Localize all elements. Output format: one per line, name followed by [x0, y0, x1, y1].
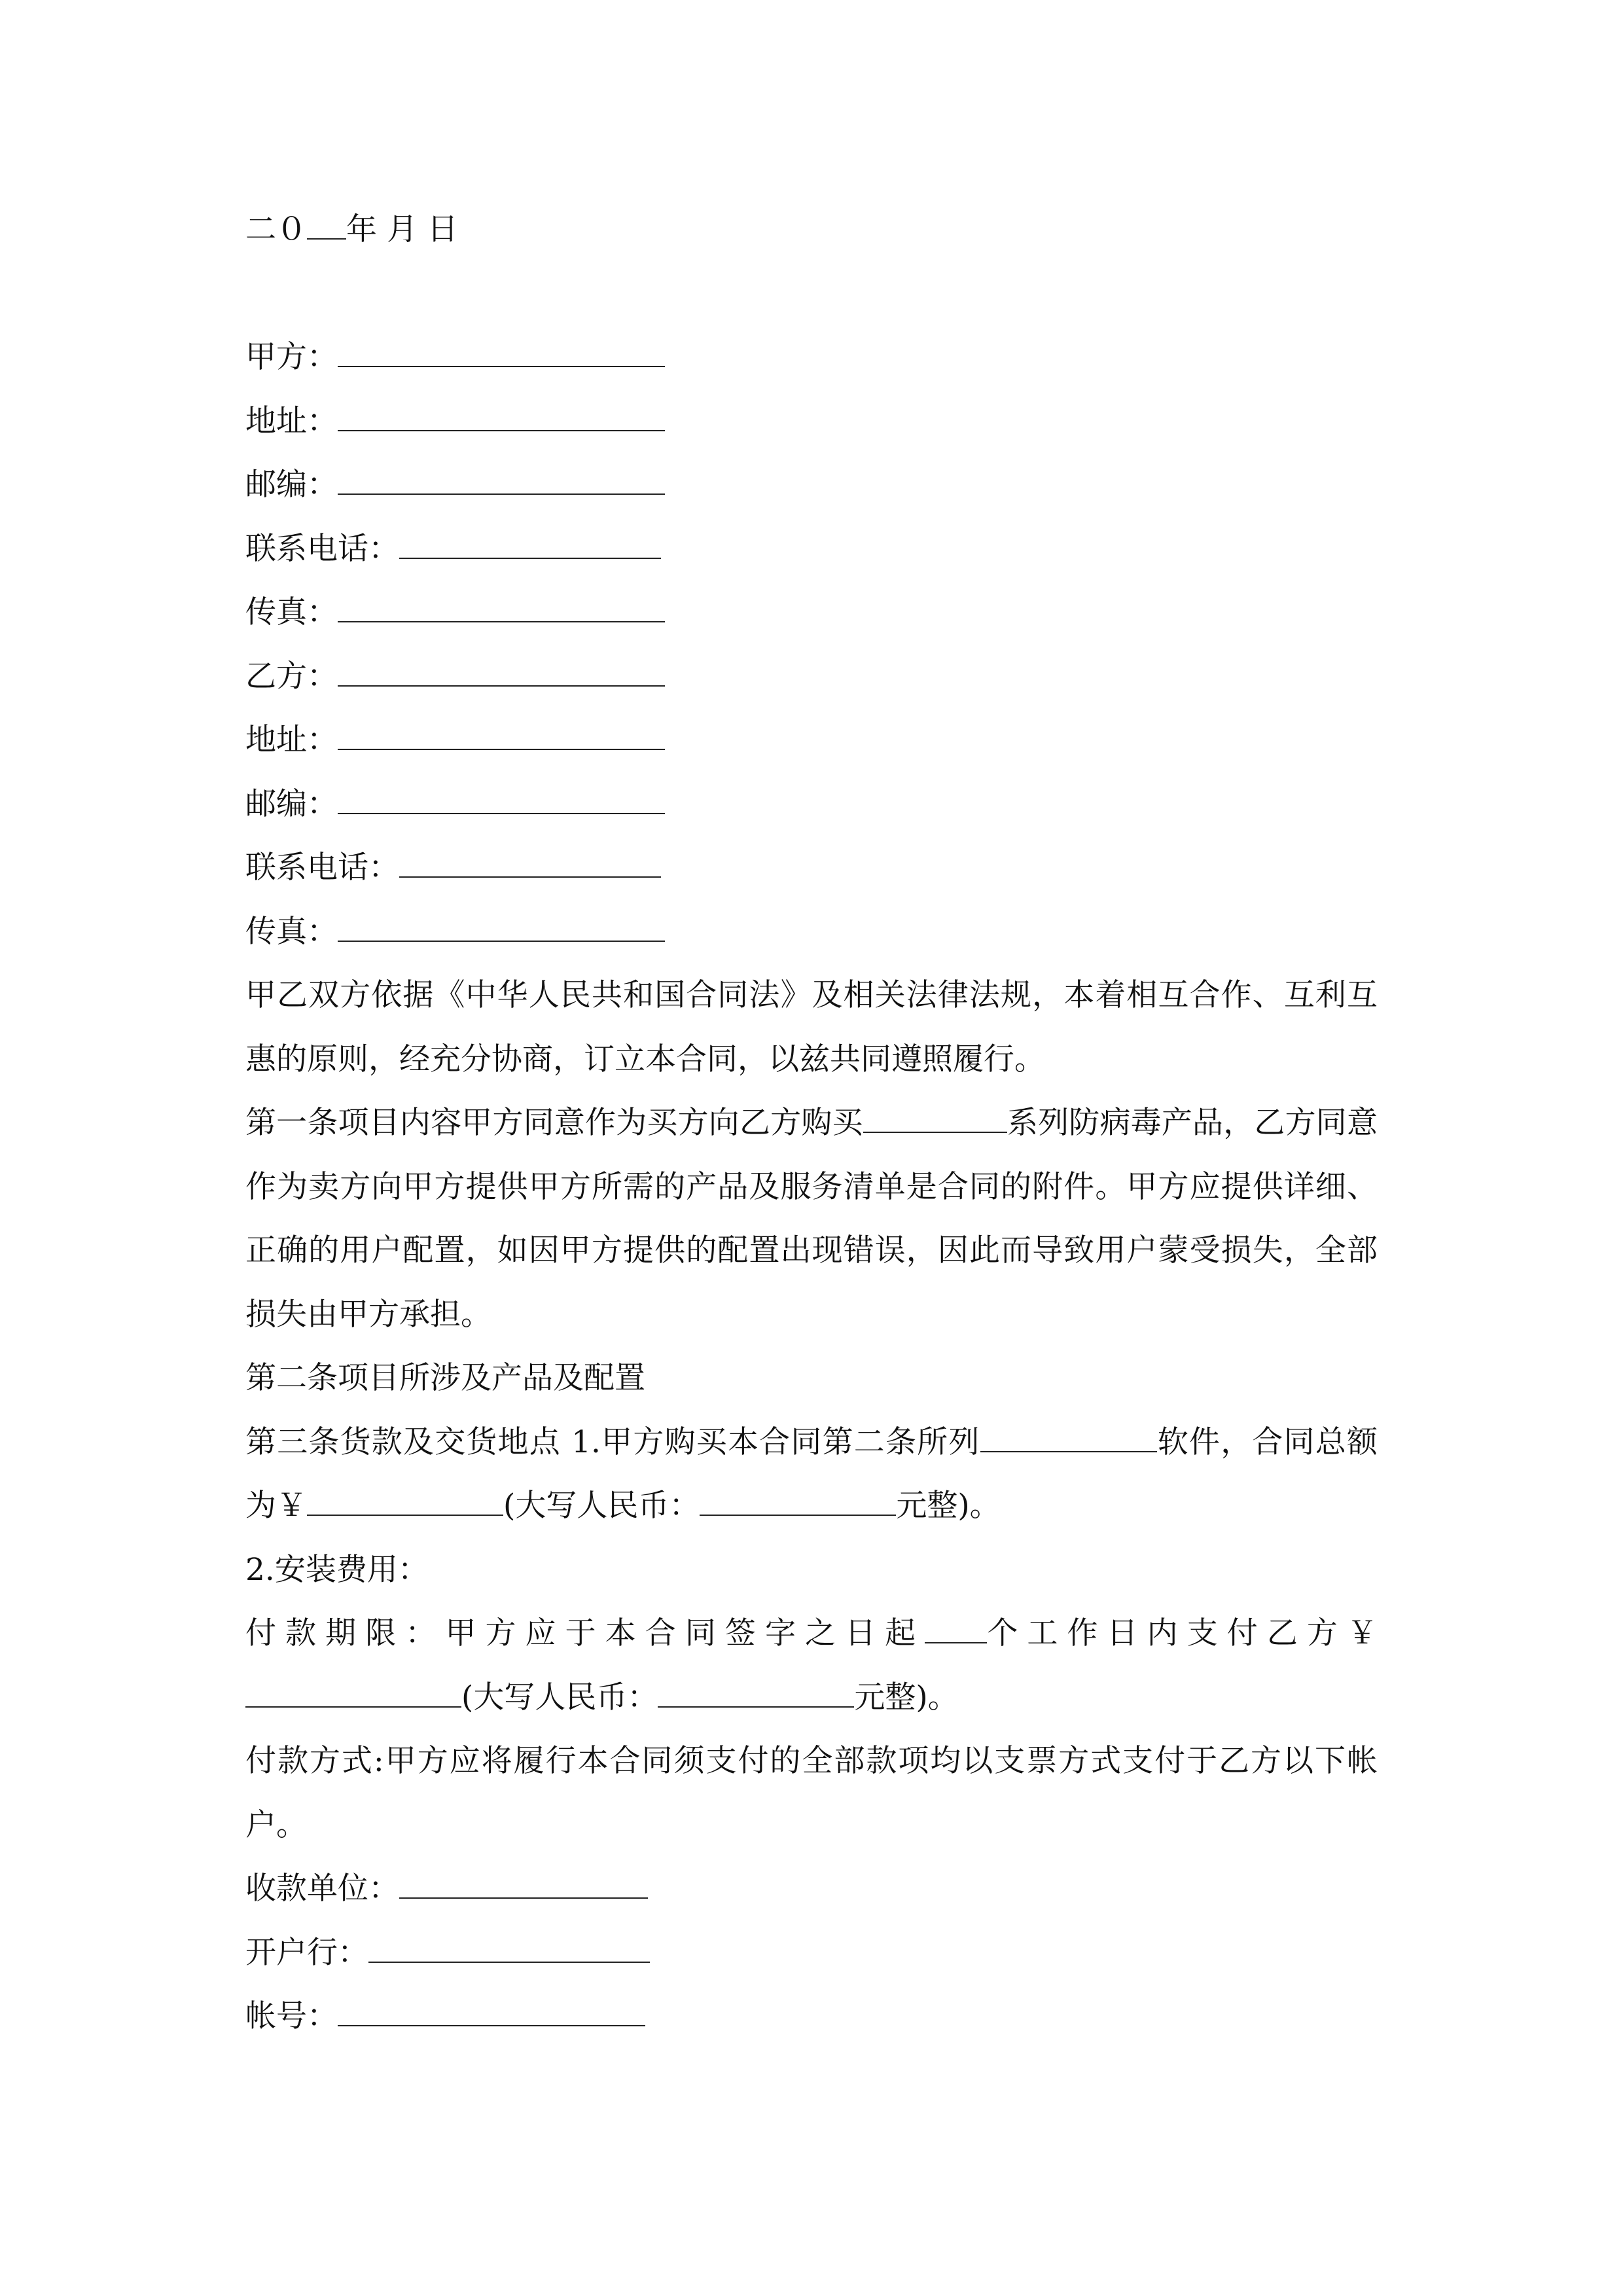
party-a-phone-label: 联系电话：: [245, 530, 399, 567]
account-number-blank[interactable]: [338, 1999, 645, 2026]
party-a-fax-row: [245, 581, 1378, 645]
account-number-label: 帐号：: [245, 1998, 338, 2034]
article-3-text-start: 第三条货款及交货地点 1.甲方购买本合同第二条所列: [245, 1424, 980, 1460]
article-1-text-start: 第一条项目内容甲方同意作为买方向乙方购买: [245, 1105, 863, 1141]
party-a-fax-label: 传真：: [245, 594, 338, 630]
payment-term-text-after: 个工作日内支付乙方: [987, 1615, 1347, 1651]
party-b-fax-label: 传真：: [245, 913, 338, 950]
party-a-postcode-row: [245, 453, 1378, 517]
preamble-paragraph: 甲乙双方依据《中华人民共和国合同法》及相关法律法规，本着相互合作、互利互惠的原则，经充分协商，订立本合同，以兹共同遵照履行。: [245, 977, 1378, 1077]
payment-method-paragraph: 付款方式:甲方应将履行本合同须支付的全部款项均以支票方式支付于乙方以下帐户。: [245, 1743, 1378, 1843]
article-2-heading: 第二条项目所涉及产品及配置: [245, 1360, 645, 1396]
party-a-address-label: 地址：: [245, 403, 338, 439]
bank-blank[interactable]: [368, 1935, 650, 1963]
party-a-name-row: [245, 325, 1378, 389]
party-b-fax-row: [245, 900, 1378, 964]
party-b-phone-row: [245, 836, 1378, 900]
date-month: 月: [386, 211, 418, 247]
party-a-postcode-blank[interactable]: [338, 467, 665, 495]
article-1-paragraph: [245, 1091, 1378, 1346]
payment-term-text-start: 付款期限：甲方应于本合同签字之日起: [245, 1615, 925, 1651]
article-3-capital-label: (大写人民币：: [503, 1488, 700, 1524]
install-amount-blank[interactable]: [245, 1680, 461, 1708]
date-line: [245, 198, 1378, 262]
party-b-postcode-blank[interactable]: [338, 787, 665, 814]
party-a-phone-row: [245, 517, 1378, 581]
party-b-postcode-row: [245, 772, 1378, 836]
total-capital-blank[interactable]: [700, 1488, 896, 1516]
total-amount-blank[interactable]: [307, 1488, 503, 1516]
article-1-text-end: 系列防病毒产品，乙方同意作为卖方向甲方提供甲方所需的产品及服务清单是合同的附件。甲方应提供详细、正确的用户配置，如因甲方提供的配置出现错误，因此而导致用户蒙受损失，全部损失由甲方承担。: [245, 1105, 1378, 1333]
payment-term-paragraph: [245, 1602, 1378, 1729]
party-b-name-row: [245, 645, 1378, 709]
payment-term-end: 元整)。: [854, 1679, 959, 1715]
date-day: 日: [427, 211, 458, 247]
party-a-phone-blank[interactable]: [399, 531, 661, 559]
party-b-address-blank[interactable]: [338, 723, 665, 750]
article-3-paragraph: [245, 1410, 1378, 1538]
payment-term-currency: ￥: [1347, 1615, 1378, 1651]
party-a-address-row: [245, 389, 1378, 454]
install-fee-heading: 2.安装费用：: [245, 1551, 429, 1588]
article-3-software-text: 软件，合同总额为￥: [245, 1424, 1378, 1524]
payee-row: [245, 1857, 1378, 1921]
party-b-name-blank[interactable]: [338, 659, 665, 687]
party-b-postcode-label: 邮编：: [245, 785, 338, 822]
party-b-phone-blank[interactable]: [399, 850, 661, 878]
install-capital-blank[interactable]: [658, 1680, 854, 1708]
payee-blank[interactable]: [399, 1871, 648, 1899]
bank-row: [245, 1921, 1378, 1985]
account-number-row: [245, 1984, 1378, 2049]
party-a-address-blank[interactable]: [338, 404, 665, 431]
party-b-fax-blank[interactable]: [338, 914, 665, 942]
party-a-name-blank[interactable]: [338, 340, 665, 367]
party-b-address-row: [245, 708, 1378, 772]
party-b-name-label: 乙方：: [245, 658, 338, 694]
party-a-name-label: 甲方：: [245, 339, 338, 375]
party-a-fax-blank[interactable]: [338, 595, 665, 622]
date-year: 年: [346, 211, 377, 247]
bank-label: 开户行：: [245, 1934, 368, 1971]
payment-term-capital-label: (大写人民币：: [461, 1679, 658, 1715]
year-blank[interactable]: [307, 212, 346, 240]
party-b-address-label: 地址：: [245, 722, 338, 758]
party-a-postcode-label: 邮编：: [245, 467, 338, 503]
party-b-phone-label: 联系电话：: [245, 850, 399, 886]
workdays-blank[interactable]: [925, 1616, 987, 1643]
date-prefix: 二０: [245, 211, 307, 247]
article-3-end: 元整)。: [896, 1488, 1001, 1524]
payee-label: 收款单位：: [245, 1871, 399, 1907]
contract-body: [245, 198, 1378, 2049]
software-name-blank[interactable]: [980, 1425, 1157, 1452]
product-series-blank[interactable]: [863, 1105, 1007, 1133]
